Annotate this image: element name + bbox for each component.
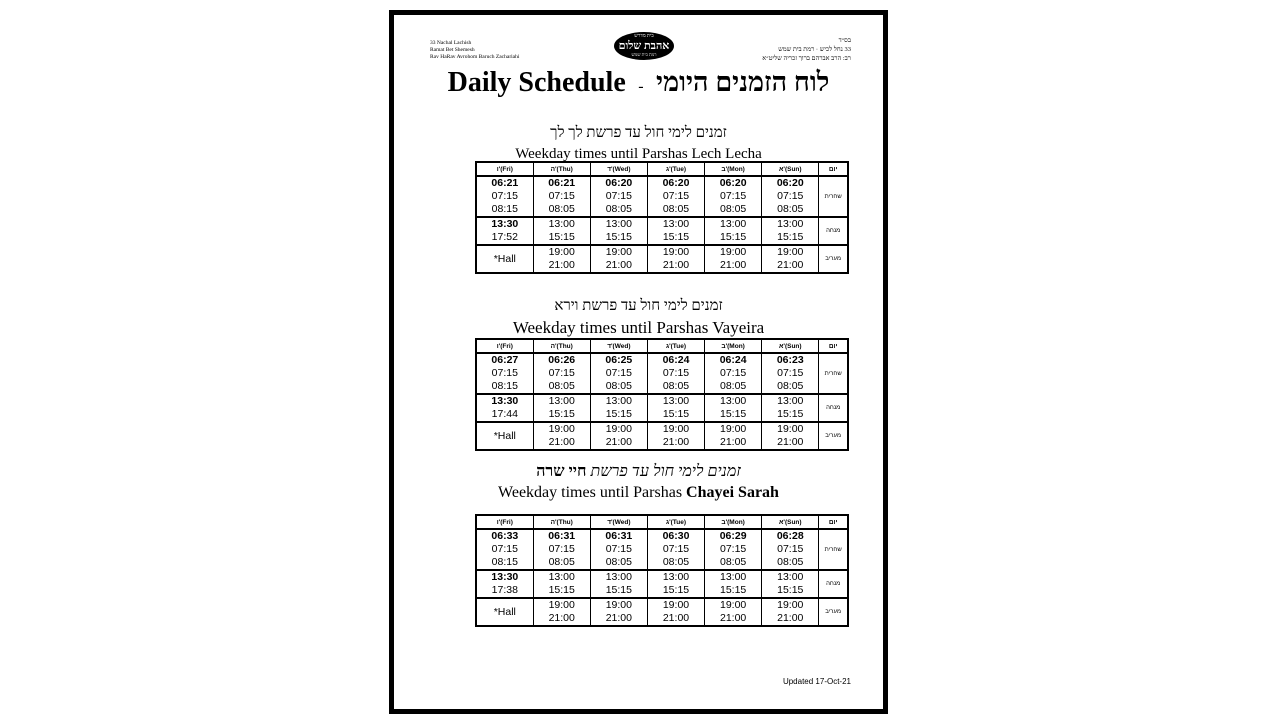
time-value: 07:15 [719, 190, 747, 202]
time-value: 08:05 [548, 203, 575, 215]
mincha-cell [590, 570, 647, 598]
time-value: 13:30 [491, 218, 519, 230]
time-value: 13:00 [548, 395, 575, 407]
column-header-day: יום [819, 339, 848, 353]
time-value: 06:33 [491, 530, 519, 542]
table-row-maariv [476, 598, 848, 626]
time-value: 15:15 [777, 408, 804, 420]
column-header: ד'(Wed) [590, 162, 647, 176]
time-value: 07:15 [548, 190, 575, 202]
maariv-cell [647, 598, 704, 626]
column-header-day: יום [819, 162, 848, 176]
time-value: 07:15 [777, 367, 804, 379]
time-value: 08:05 [605, 556, 632, 568]
maariv-cell [590, 422, 647, 450]
time-value: 19:00 [605, 246, 632, 258]
column-header: ב'(Mon) [705, 515, 762, 529]
column-header: ב'(Mon) [705, 162, 762, 176]
time-value: 19:00 [662, 599, 690, 611]
maariv-cell [647, 245, 704, 273]
time-value: 19:00 [719, 246, 747, 258]
time-value: 13:00 [777, 571, 804, 583]
time-value: 13:00 [548, 218, 575, 230]
time-value: 19:00 [719, 423, 747, 435]
maariv-cell [705, 598, 762, 626]
time-value: 06:26 [548, 354, 576, 366]
schedule-table [475, 514, 849, 627]
address-hebrew [762, 36, 851, 63]
time-value: 07:15 [548, 367, 575, 379]
time-value: 06:20 [662, 177, 690, 189]
table-row-mincha [476, 570, 848, 598]
time-value: 15:15 [605, 408, 632, 420]
time-value: 15:15 [719, 231, 747, 243]
time-value: 06:23 [776, 354, 804, 366]
maariv-fri-cell: *Hall [493, 430, 516, 442]
time-value: 07:15 [662, 543, 690, 555]
time-value: 07:15 [548, 543, 575, 555]
column-header: ו'(Fri) [476, 515, 533, 529]
time-value: 13:00 [777, 218, 804, 230]
title-english: Daily Schedule [447, 67, 626, 98]
time-value: 17:52 [491, 231, 518, 243]
time-value: 06:20 [719, 177, 747, 189]
maariv-cell [762, 422, 819, 450]
time-value: 15:15 [777, 231, 804, 243]
time-value: 08:15 [491, 380, 518, 392]
time-value: 21:00 [605, 436, 632, 448]
mincha-cell [590, 217, 647, 245]
mincha-cell [762, 394, 819, 422]
time-value: 08:15 [491, 556, 518, 568]
time-value: 06:30 [662, 530, 690, 542]
time-value: 21:00 [719, 436, 747, 448]
row-label-maariv: מעריב [819, 598, 848, 626]
shacharis-cell [476, 529, 533, 570]
time-value: 15:15 [548, 584, 575, 596]
column-header: ג'(Tue) [647, 515, 704, 529]
row-label-maariv: מעריב [819, 422, 848, 450]
time-value: 15:15 [719, 584, 747, 596]
time-value: 21:00 [605, 259, 632, 271]
time-value: 07:15 [662, 190, 690, 202]
shacharis-cell [533, 176, 590, 217]
time-value: 13:00 [719, 571, 747, 583]
time-value: 21:00 [719, 612, 747, 624]
time-value: 13:00 [548, 571, 575, 583]
time-value: 07:15 [491, 543, 518, 555]
mincha-cell [705, 570, 762, 598]
section-heading-hebrew: זמנים לימי חול עד פרשת לך לך [550, 125, 727, 141]
row-label-maariv: מעריב [819, 245, 848, 273]
time-value: 19:00 [605, 423, 632, 435]
column-header: ה'(Thu) [533, 339, 590, 353]
mincha-cell [647, 394, 704, 422]
maariv-cell [590, 245, 647, 273]
row-label-shacharis: שחרית [819, 176, 848, 217]
time-value: 21:00 [777, 259, 804, 271]
time-value: 08:05 [548, 380, 575, 392]
shul-logo: בית מדרש אהבת שלום רמת בית שמש [614, 32, 674, 60]
column-header: ו'(Fri) [476, 339, 533, 353]
time-value: 17:38 [491, 584, 518, 596]
maariv-fri-cell: *Hall [493, 606, 516, 618]
time-value: 21:00 [719, 259, 747, 271]
address-line: רב: הרב אברהם ברוך זכריה שליט״א [762, 55, 851, 62]
time-value: 07:15 [605, 190, 632, 202]
address-line: Rav HaRav Avrohom Baruch Zachariahi [430, 54, 520, 60]
time-value: 08:05 [719, 203, 747, 215]
time-value: 19:00 [548, 599, 575, 611]
time-value: 19:00 [777, 599, 804, 611]
column-header: א'(Sun) [762, 515, 819, 529]
maariv-cell [705, 245, 762, 273]
time-value: 15:15 [662, 408, 690, 420]
time-value: 06:29 [719, 530, 747, 542]
time-value: 08:05 [605, 203, 632, 215]
table-row-maariv [476, 245, 848, 273]
table-row-mincha [476, 394, 848, 422]
shacharis-cell [647, 353, 704, 394]
time-value: 08:05 [662, 556, 690, 568]
section-heading-hebrew: זמנים לימי חול עד פרשת וירא [554, 298, 723, 314]
address-english [430, 40, 519, 61]
table-header-row [476, 339, 848, 353]
shacharis-cell [476, 353, 533, 394]
time-value: 06:20 [776, 177, 804, 189]
time-value: 15:15 [719, 408, 747, 420]
shacharis-cell [476, 176, 533, 217]
time-value: 21:00 [605, 612, 632, 624]
maariv-cell [590, 598, 647, 626]
time-value: 08:05 [719, 556, 747, 568]
updated-date: Updated 17-Oct-21 [782, 677, 851, 686]
heading-parsha: חיי שרה [536, 463, 587, 480]
time-value: 08:05 [662, 203, 690, 215]
time-value: 21:00 [777, 612, 804, 624]
time-value: 19:00 [548, 423, 575, 435]
column-header: ג'(Tue) [647, 162, 704, 176]
shacharis-cell [762, 529, 819, 570]
time-value: 19:00 [662, 423, 690, 435]
time-value: 07:15 [719, 367, 747, 379]
shacharis-cell [762, 176, 819, 217]
shacharis-cell [647, 176, 704, 217]
shacharis-cell [590, 176, 647, 217]
mincha-cell [705, 217, 762, 245]
column-header: ב'(Mon) [705, 339, 762, 353]
shacharis-cell [590, 353, 647, 394]
time-value: 15:15 [777, 584, 804, 596]
time-value: 06:28 [776, 530, 804, 542]
schedule-sheet [389, 10, 888, 714]
time-value: 21:00 [662, 612, 690, 624]
time-value: 13:30 [491, 571, 519, 583]
column-header: ה'(Thu) [533, 515, 590, 529]
page-title [394, 67, 883, 99]
time-value: 06:21 [491, 177, 519, 189]
column-header: ד'(Wed) [590, 339, 647, 353]
shacharis-cell [762, 353, 819, 394]
time-value: 06:24 [662, 354, 690, 366]
mincha-cell [476, 394, 533, 422]
column-header: ה'(Thu) [533, 162, 590, 176]
time-value: 07:15 [491, 367, 518, 379]
heading-text: Weekday times until Parshas [498, 484, 683, 501]
time-value: 13:00 [605, 395, 632, 407]
address-line: 33 נחל לכיש · רמת בית שמש [778, 46, 851, 53]
time-value: 13:00 [662, 571, 690, 583]
mincha-cell [762, 217, 819, 245]
row-label-shacharis: שחרית [819, 353, 848, 394]
mincha-cell [705, 394, 762, 422]
mincha-cell [647, 570, 704, 598]
table-row-maariv [476, 422, 848, 450]
heading-text: זמנים לימי חול עד פרשת [590, 463, 741, 480]
time-value: 06:27 [491, 354, 519, 366]
column-header: ו'(Fri) [476, 162, 533, 176]
time-value: 07:15 [719, 543, 747, 555]
address-line: Ramat Bet Shemesh [430, 47, 475, 53]
column-header: ד'(Wed) [590, 515, 647, 529]
time-value: 08:05 [548, 556, 575, 568]
time-value: 21:00 [548, 612, 575, 624]
shacharis-cell [705, 529, 762, 570]
time-value: 13:00 [777, 395, 804, 407]
time-value: 08:05 [662, 380, 690, 392]
row-label-mincha: מנחה [819, 570, 848, 598]
title-hebrew: לוח הזמנים היומי [655, 67, 830, 97]
time-value: 15:15 [548, 231, 575, 243]
time-value: 19:00 [605, 599, 632, 611]
maariv-cell [647, 422, 704, 450]
shacharis-cell [533, 529, 590, 570]
row-label-shacharis: שחרית [819, 529, 848, 570]
time-value: 06:31 [605, 530, 633, 542]
column-header-day: יום [819, 515, 848, 529]
schedule-table [475, 338, 849, 451]
time-value: 13:30 [491, 395, 519, 407]
time-value: 15:15 [662, 584, 690, 596]
schedule-table [475, 161, 849, 274]
time-value: 13:00 [605, 218, 632, 230]
time-value: 13:00 [605, 571, 632, 583]
time-value: 13:00 [662, 395, 690, 407]
address-line: בס״ד [838, 37, 851, 44]
column-header: ג'(Tue) [647, 339, 704, 353]
mincha-cell [533, 394, 590, 422]
time-value: 07:15 [777, 543, 804, 555]
time-value: 19:00 [548, 246, 575, 258]
section-heading-english [394, 484, 883, 502]
maariv-cell [533, 422, 590, 450]
section-heading-english: Weekday times until Parshas Vayeira [512, 318, 765, 337]
time-value: 08:05 [777, 203, 804, 215]
maariv-cell [533, 598, 590, 626]
time-value: 07:15 [662, 367, 690, 379]
maariv-cell [762, 245, 819, 273]
time-value: 15:15 [548, 408, 575, 420]
row-label-mincha: מנחה [819, 394, 848, 422]
time-value: 17:44 [491, 408, 518, 420]
table-row-mincha [476, 217, 848, 245]
maariv-fri-cell: *Hall [493, 253, 516, 265]
time-value: 07:15 [491, 190, 518, 202]
time-value: 21:00 [662, 436, 690, 448]
time-value: 15:15 [605, 231, 632, 243]
time-value: 19:00 [777, 246, 804, 258]
time-value: 08:15 [491, 203, 518, 215]
time-value: 08:05 [719, 380, 747, 392]
time-value: 07:15 [605, 543, 632, 555]
shacharis-cell [590, 529, 647, 570]
maariv-cell [762, 598, 819, 626]
shacharis-cell [533, 353, 590, 394]
table-row-shacharis [476, 353, 848, 394]
heading-parsha: Chayei Sarah [686, 484, 779, 501]
row-label-mincha: מנחה [819, 217, 848, 245]
time-value: 08:05 [777, 556, 804, 568]
table-header-row [476, 162, 848, 176]
time-value: 13:00 [719, 395, 747, 407]
shacharis-cell [647, 529, 704, 570]
time-value: 06:20 [605, 177, 633, 189]
time-value: 07:15 [605, 367, 632, 379]
column-header: א'(Sun) [762, 339, 819, 353]
time-value: 21:00 [548, 436, 575, 448]
mincha-cell [590, 394, 647, 422]
mincha-cell [476, 570, 533, 598]
time-value: 13:00 [719, 218, 747, 230]
time-value: 19:00 [719, 599, 747, 611]
mincha-cell [533, 570, 590, 598]
mincha-cell [476, 217, 533, 245]
shacharis-cell [705, 176, 762, 217]
time-value: 15:15 [662, 231, 690, 243]
time-value: 06:21 [548, 177, 576, 189]
mincha-cell [762, 570, 819, 598]
section-heading-english: Weekday times until Parshas Lech Lecha [515, 146, 762, 162]
shacharis-cell [705, 353, 762, 394]
time-value: 06:31 [548, 530, 576, 542]
section-heading-hebrew [394, 463, 883, 481]
time-value: 08:05 [605, 380, 632, 392]
time-value: 08:05 [777, 380, 804, 392]
table-row-shacharis [476, 176, 848, 217]
address-line: 33 Nachal Lachish [430, 40, 472, 46]
time-value: 21:00 [662, 259, 690, 271]
time-value: 13:00 [662, 218, 690, 230]
title-separator: - [638, 77, 644, 95]
time-value: 06:24 [719, 354, 747, 366]
time-value: 21:00 [777, 436, 804, 448]
time-value: 19:00 [777, 423, 804, 435]
time-value: 15:15 [605, 584, 632, 596]
table-header-row [476, 515, 848, 529]
maariv-cell [533, 245, 590, 273]
time-value: 07:15 [777, 190, 804, 202]
column-header: א'(Sun) [762, 162, 819, 176]
mincha-cell [647, 217, 704, 245]
maariv-cell [705, 422, 762, 450]
time-value: 06:25 [605, 354, 633, 366]
time-value: 21:00 [548, 259, 575, 271]
table-row-shacharis [476, 529, 848, 570]
mincha-cell [533, 217, 590, 245]
time-value: 19:00 [662, 246, 690, 258]
